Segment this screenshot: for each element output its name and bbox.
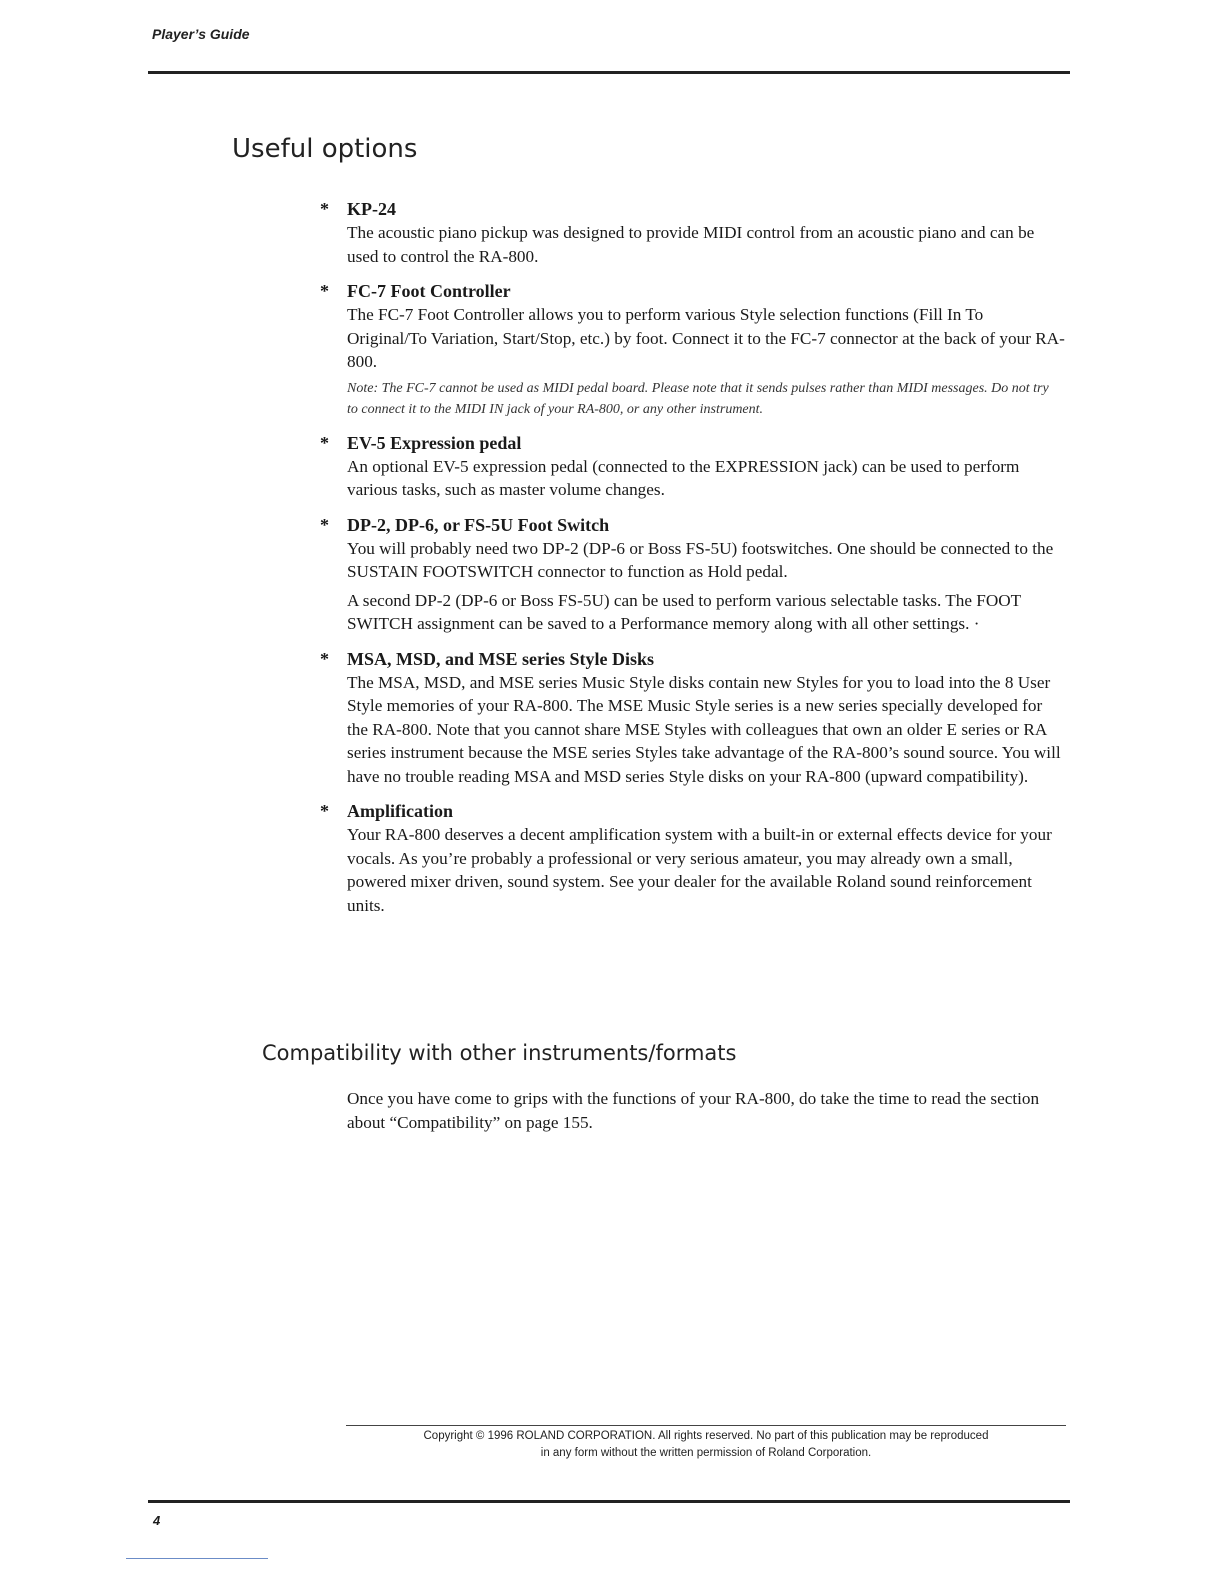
running-header: Player’s Guide (152, 26, 250, 42)
copyright-line-1: Copyright © 1996 ROLAND CORPORATION. All rights reserved. No part of this publication may be reproduced (423, 1430, 989, 1442)
bullet-marker: * (320, 648, 329, 669)
option-ev-5 (320, 432, 1065, 502)
option-description: Your RA-800 deserves a decent amplification system with a built-in or external effects device for your vocals. As you’re probably a professional or very serious amateur, you may already own a small, powered mixer driven, sound system. See your dealer for the available Roland sound reinforcement units. (347, 825, 1052, 915)
compatibility-title: Compatibility with other instruments/formats (262, 1041, 737, 1065)
option-title: FC-7 Foot Controller (347, 281, 511, 301)
bullet-marker: * (320, 199, 329, 219)
option-description: The FC-7 Foot Controller allows you to perform various Style selection functions (Fill In To Original/To Variation, Start/Stop, etc.) by foot. Connect it to the FC-7 connector at the back of your RA-800. (347, 305, 1065, 371)
option-note: Note: The FC-7 cannot be used as MIDI pedal board. Please note that it sends pulses rather than MIDI messages. Do not try to connect it to the MIDI IN jack of your RA-800, or any other instrument. (347, 380, 1049, 417)
option-description: An optional EV-5 expression pedal (connected to the EXPRESSION jack) can be used to perform various tasks, such as master volume changes. (347, 456, 1020, 499)
copyright-notice (340, 1428, 1072, 1462)
bullet-marker: * (320, 432, 329, 453)
option-description: The MSA, MSD, and MSE series Music Style disks contain new Styles for you to load into the 8 User Style memories of your RA-800. The MSE Music Style series is a new series specially developed for the RA-800. Note that you cannot share MSE Styles with colleagues that own an older E series or RA series instrument because the MSE series Styles take advantage of the RA-800’s sound source. You will have no trouble reading MSA and MSD series Style disks on your RA-800 (upward compatibility). (347, 672, 1061, 786)
option-title: DP-2, DP-6, or FS-5U Foot Switch (347, 514, 610, 535)
bullet-marker: * (320, 801, 329, 821)
footer-rule (148, 1500, 1070, 1503)
option-style-disks (320, 648, 1065, 789)
options-list (320, 198, 1065, 929)
bullet-marker: * (320, 514, 329, 535)
option-title: Amplification (347, 801, 453, 821)
copyright-rule (346, 1425, 1066, 1426)
option-kp-24 (320, 198, 1065, 268)
option-description: The acoustic piano pickup was designed to provide MIDI control from an acoustic piano and can be used to control the RA-800. (347, 223, 1035, 266)
option-description: A second DP-2 (DP-6 or Boss FS-5U) can be used to perform various selectable tasks. The FOOT SWITCH assignment can be saved to a Performance memory along with all other settings. · (347, 590, 1021, 633)
section-title: Useful options (232, 134, 418, 164)
page-number: 4 (153, 1513, 161, 1528)
bullet-marker: * (320, 281, 329, 301)
footnote-rule (126, 1558, 268, 1559)
option-title: EV-5 Expression pedal (347, 432, 522, 453)
option-title: MSA, MSD, and MSE series Style Disks (347, 648, 655, 669)
header-rule (148, 71, 1070, 74)
copyright-line-2: in any form without the written permission of Roland Corporation. (540, 1447, 872, 1459)
option-description: You will probably need two DP-2 (DP-6 or Boss FS-5U) footswitches. One should be connected to the SUSTAIN FOOTSWITCH connector to function as Hold pedal. (347, 538, 1054, 581)
compatibility-text: Once you have come to grips with the functions of your RA-800, do take the time to read the section about “Compatibility” on page 155. (347, 1089, 1040, 1132)
option-title: KP-24 (347, 199, 396, 219)
option-amplification (320, 800, 1065, 917)
option-foot-switch (320, 514, 1065, 636)
option-fc-7 (320, 280, 1065, 420)
